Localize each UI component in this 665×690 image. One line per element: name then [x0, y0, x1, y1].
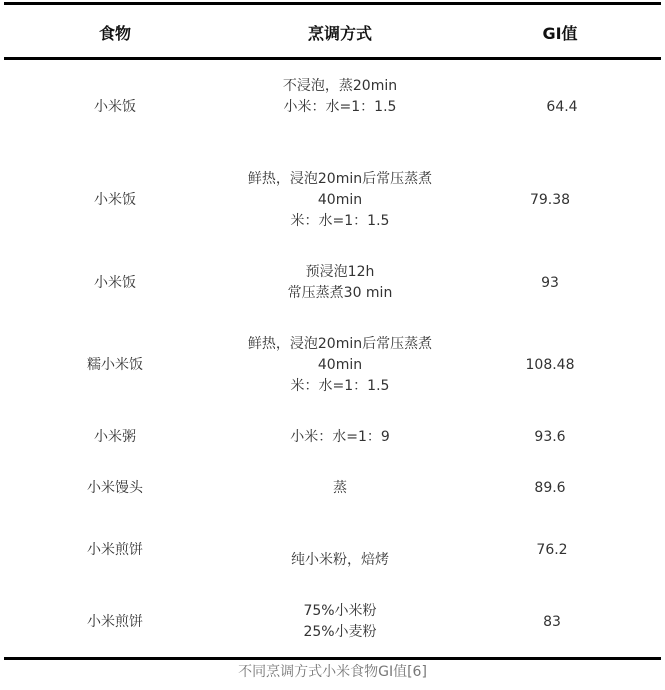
- table-bottom-rule: [4, 657, 661, 660]
- food-cell: 小米粥: [94, 429, 136, 445]
- method-cell: [220, 169, 460, 232]
- food-cell: 小米馒头: [87, 480, 143, 496]
- method-cell: [220, 76, 460, 118]
- method-line: 蒸: [333, 480, 347, 496]
- table-header-rule: [4, 57, 661, 60]
- header-gi-value: GI值: [542, 24, 578, 43]
- method-line: 鲜热，浸泡20min后常压蒸煮: [247, 171, 433, 187]
- method-cell: [220, 550, 460, 571]
- gi-cell: 108.48: [525, 357, 575, 373]
- method-line: 预浸泡12h: [305, 264, 375, 280]
- method-cell: [220, 262, 460, 304]
- food-cell: 小米饭: [94, 192, 136, 208]
- method-line: 纯小米粉，焙烤: [291, 552, 389, 568]
- method-line: 25%小麦粉: [303, 624, 377, 640]
- method-line: 米：水=1：1.5: [290, 213, 390, 229]
- method-cell: [220, 334, 460, 397]
- gi-cell: 93.6: [534, 429, 566, 445]
- method-line: 小米：水=1：9: [290, 429, 390, 445]
- method-cell: [220, 427, 460, 448]
- method-line: 40min: [317, 357, 363, 373]
- food-cell: 糯小米饭: [87, 357, 143, 373]
- gi-cell: 79.38: [529, 192, 571, 208]
- food-cell: 小米煎饼: [87, 614, 143, 630]
- method-line: 75%小米粉: [303, 603, 377, 619]
- table-top-rule: [4, 2, 661, 5]
- method-cell: [220, 601, 460, 643]
- gi-cell: 76.2: [536, 542, 568, 558]
- gi-cell: 93: [541, 275, 559, 291]
- header-cooking-method: 烹调方式: [307, 24, 372, 43]
- food-cell: 小米饭: [94, 99, 136, 115]
- food-cell: 小米饭: [94, 275, 136, 291]
- gi-cell: 64.4: [546, 99, 578, 115]
- method-line: 常压蒸煮30 min: [287, 285, 393, 301]
- method-line: 不浸泡，蒸20min: [282, 78, 398, 94]
- gi-cell: 83: [543, 614, 561, 630]
- method-line: 40min: [317, 192, 363, 208]
- food-cell: 小米煎饼: [87, 542, 143, 558]
- method-line: 米：水=1：1.5: [290, 378, 390, 394]
- table-caption: 不同烹调方式小米食物GI值[6]: [238, 664, 427, 680]
- header-food: 食物: [98, 24, 131, 43]
- method-line: 鲜热，浸泡20min后常压蒸煮: [247, 336, 433, 352]
- gi-cell: 89.6: [534, 480, 566, 496]
- method-cell: [220, 478, 460, 499]
- method-line: 小米：水=1：1.5: [283, 99, 397, 115]
